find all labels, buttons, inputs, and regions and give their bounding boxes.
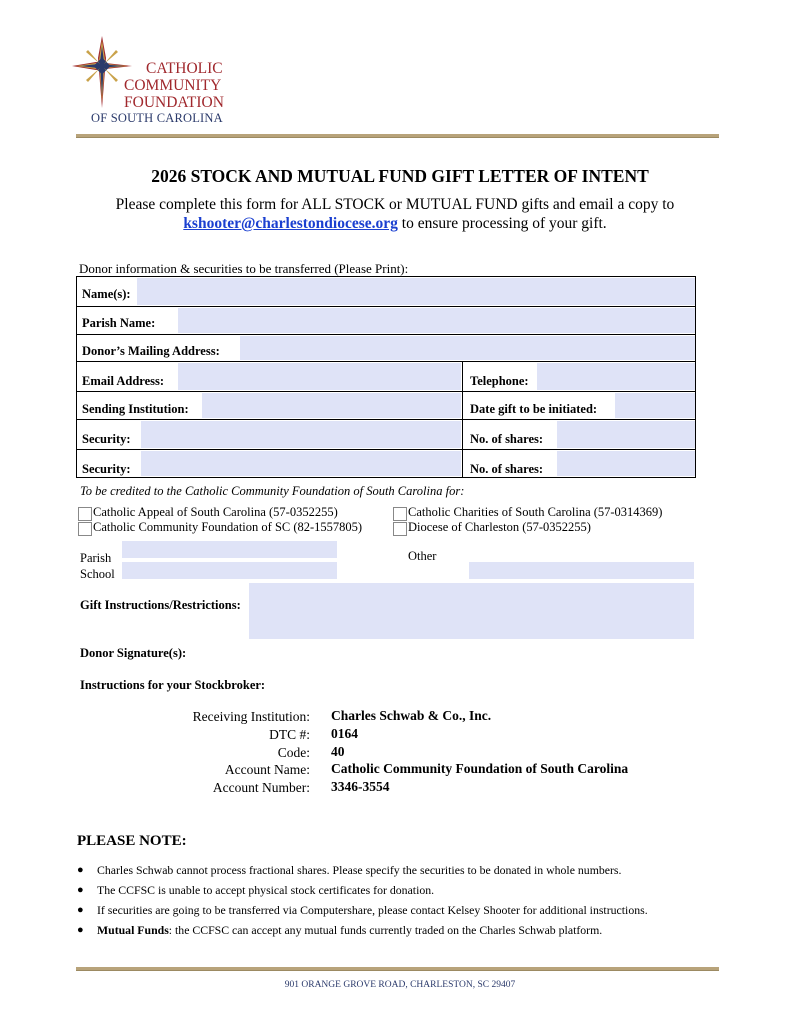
dtc-label: DTC #: [269, 727, 310, 742]
row-security1 [77, 420, 695, 450]
please-note-heading: PLEASE NOTE: [77, 833, 187, 849]
security2-input[interactable] [141, 451, 461, 476]
receiving-institution-label: Receiving Institution: [192, 709, 310, 724]
other-label: Other [408, 549, 437, 563]
donor-section-heading: Donor information & securities to be transferred (Please Print): [79, 261, 409, 276]
code-label: Code: [277, 745, 310, 760]
account-number-value: 3346-3554 [331, 779, 390, 794]
row-parish [77, 307, 695, 335]
security1-input[interactable] [141, 421, 461, 448]
security2-label: Security: [82, 462, 131, 476]
donor-form-table [76, 276, 696, 478]
shares2-label: No. of shares: [470, 462, 544, 476]
org-name-line4: OF SOUTH CAROLINA [91, 111, 223, 125]
credit-checkbox-ccf[interactable] [78, 522, 92, 536]
donor-signature-label: Donor Signature(s): [80, 646, 187, 660]
email-address-label: Email Address: [82, 374, 165, 388]
row-security2 [77, 450, 695, 477]
org-name-line3: FOUNDATION [124, 94, 224, 111]
code-value: 40 [331, 744, 345, 759]
row-address [77, 335, 695, 362]
cross-emblem-icon [72, 36, 132, 108]
bullet-icon: ● [77, 924, 84, 936]
security1-label: Security: [82, 432, 131, 446]
credit-checkbox-diocese[interactable] [393, 522, 407, 536]
names-label: Name(s): [82, 287, 131, 301]
footer-divider [76, 967, 719, 971]
note-item: If securities are going to be transferred via Computershare, please contact Kelsey Shooter for additional instructions. [97, 903, 648, 917]
credit-option-diocese: Diocese of Charleston (57-0352255) [408, 520, 591, 534]
school-label: School [80, 567, 115, 581]
intro-line1: Please complete this form for ALL STOCK or MUTUAL FUND gifts and email a copy to [115, 196, 675, 213]
credit-option-ccf: Catholic Community Foundation of SC (82-1557805) [93, 520, 363, 534]
org-name-line1: CATHOLIC [146, 60, 223, 77]
sending-institution-input[interactable] [202, 393, 461, 418]
gift-instructions-input[interactable] [249, 583, 694, 639]
email-address-input[interactable] [178, 363, 461, 390]
account-name-value: Catholic Community Foundation of South Carolina [331, 761, 629, 776]
parish-name-label: Parish Name: [82, 316, 156, 330]
note-item-bold: Mutual Funds [97, 923, 169, 937]
row-institution [77, 392, 695, 420]
receiving-institution-value: Charles Schwab & Co., Inc. [331, 708, 492, 723]
mailing-address-label: Donor’s Mailing Address: [82, 344, 220, 358]
email-link[interactable]: kshooter@charlestondiocese.org [183, 215, 398, 232]
telephone-label: Telephone: [470, 374, 529, 388]
parish-label: Parish [80, 551, 112, 565]
account-number-label: Account Number: [212, 780, 310, 795]
bullet-icon: ● [77, 904, 84, 916]
intro-line2 [0, 215, 790, 233]
intro-line2-suffix: to ensure processing of your gift. [397, 215, 607, 232]
shares1-label: No. of shares: [470, 432, 544, 446]
date-gift-input[interactable] [615, 393, 695, 418]
header-divider [76, 134, 719, 138]
date-gift-label: Date gift to be initiated: [470, 402, 598, 416]
note-item-mutual-funds [97, 923, 602, 938]
page-title: 2026 STOCK AND MUTUAL FUND GIFT LETTER OF INTENT [151, 166, 649, 186]
telephone-input[interactable] [537, 363, 695, 390]
credit-option-charities: Catholic Charities of South Carolina (57-0314369) [408, 505, 663, 519]
credit-checkbox-charities[interactable] [393, 507, 407, 521]
row-email [77, 362, 695, 392]
mailing-address-input[interactable] [240, 336, 695, 360]
other-input[interactable] [469, 562, 694, 579]
bullet-icon: ● [77, 864, 84, 876]
credit-heading: To be credited to the Catholic Community Foundation of South Carolina for: [80, 484, 465, 498]
account-name-label: Account Name: [224, 762, 310, 777]
note-item-rest: : the CCFSC can accept any mutual funds currently traded on the Charles Schwab platform. [168, 923, 603, 937]
credit-checkbox-appeal[interactable] [78, 507, 92, 521]
shares1-input[interactable] [557, 421, 695, 448]
note-item: Charles Schwab cannot process fractional shares. Please specify the securities to be donated in whole numbers. [97, 863, 622, 877]
footer-address: 901 ORANGE GROVE ROAD, CHARLESTON, SC 29407 [284, 980, 516, 990]
school-input[interactable] [122, 562, 337, 579]
stockbroker-heading: Instructions for your Stockbroker: [80, 678, 266, 692]
org-logo [72, 36, 132, 108]
org-name-line2: COMMUNITY [124, 77, 222, 94]
column-divider [462, 362, 463, 477]
parish-name-input[interactable] [178, 308, 695, 333]
bullet-icon: ● [77, 884, 84, 896]
sending-institution-label: Sending Institution: [82, 402, 189, 416]
dtc-value: 0164 [331, 726, 358, 741]
row-names [77, 277, 695, 307]
shares2-input[interactable] [557, 451, 695, 476]
note-item: The CCFSC is unable to accept physical stock certificates for donation. [97, 883, 435, 897]
gift-instructions-label: Gift Instructions/Restrictions: [80, 598, 241, 612]
names-input[interactable] [137, 278, 695, 305]
credit-option-appeal: Catholic Appeal of South Carolina (57-0352255) [93, 505, 338, 519]
parish-input[interactable] [122, 541, 337, 558]
